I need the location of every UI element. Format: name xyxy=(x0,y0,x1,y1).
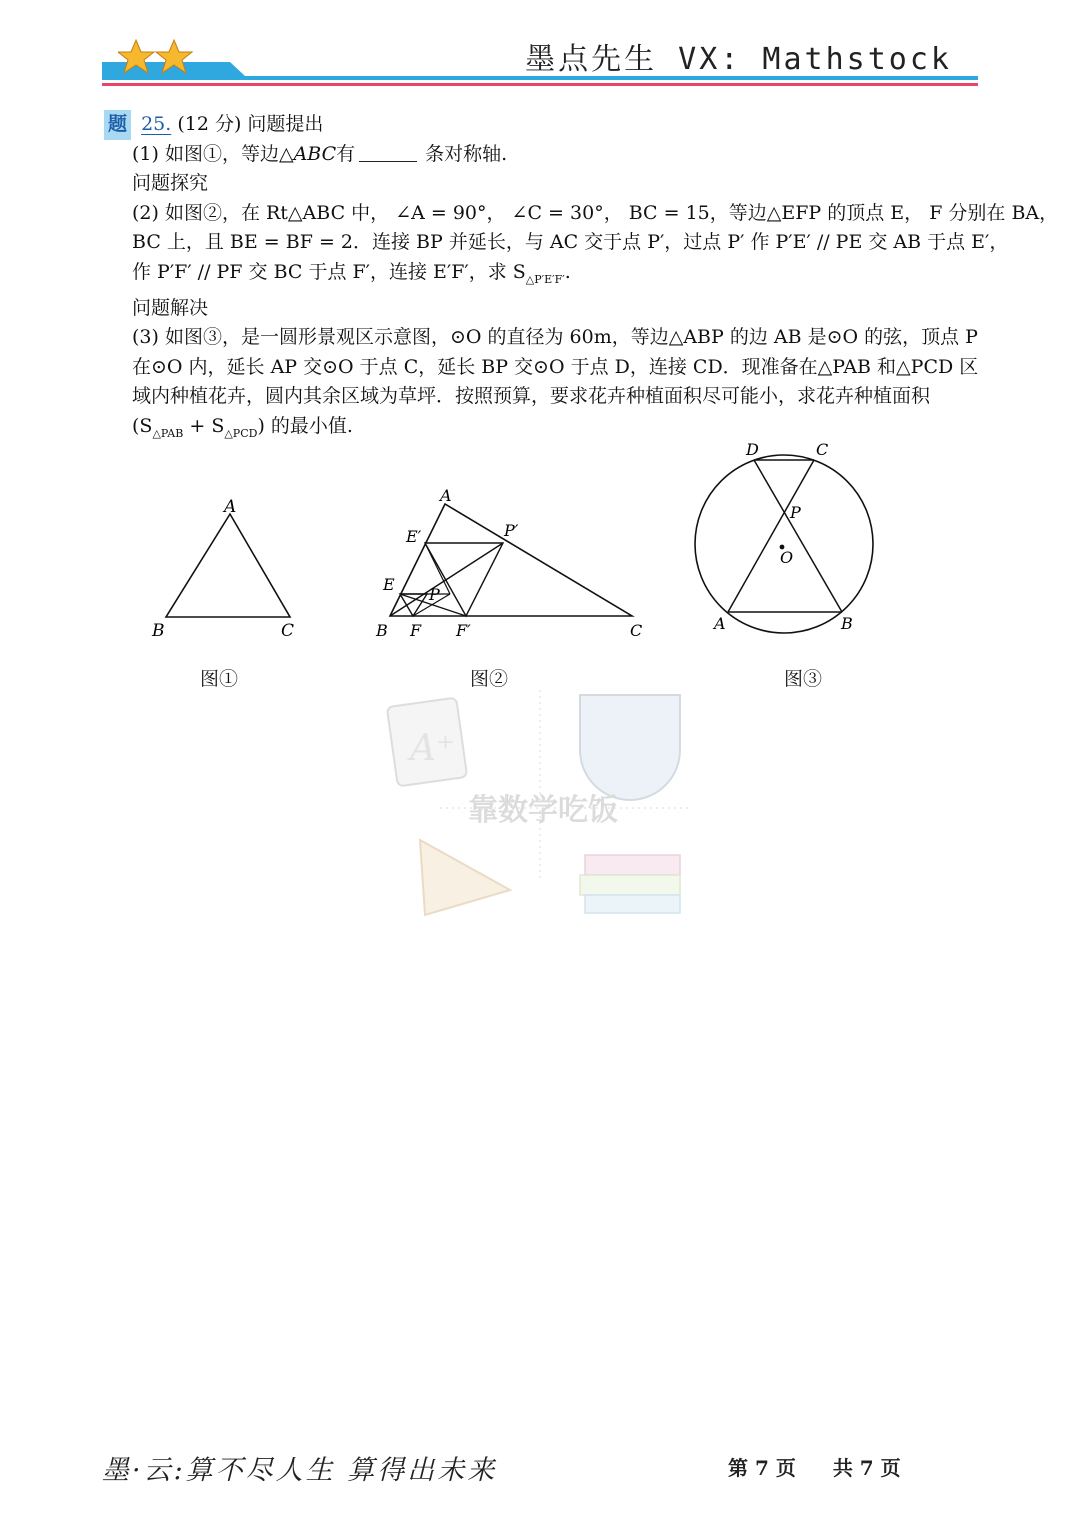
part-2-line-3 xyxy=(104,258,984,294)
part-3-line-1: (3) 如图③，是一圆形景观区示意图，⊙O 的直径为 60m，等边△ABP 的边 AB 是⊙O 的弦，顶点 P xyxy=(132,326,978,349)
question-number: 25. xyxy=(141,113,172,135)
part-3-line-2: 在⊙O 内，延长 AP 交⊙O 于点 C，延长 BP 交⊙O 于点 D，连接 CD．现准备在△PAB 和△PCD 区 xyxy=(132,355,979,378)
fig3-label-a: A xyxy=(714,614,726,633)
part-3-close: ) 的最小值. xyxy=(257,414,353,437)
stars-icon xyxy=(118,38,198,80)
part-2-line-2: BC 上，且 BE = BF = 2．连接 BP 并延长，与 AC 交于点 P′，过点 P′ 作 P′E′ // PE 交 AB 于点 E′， xyxy=(132,231,1009,253)
fig3-label-b: B xyxy=(841,614,853,633)
fig1-label-b: B xyxy=(152,621,165,641)
part-2-subscript: △P′E′F′ xyxy=(525,272,565,286)
fig2-label-e: E xyxy=(383,575,395,594)
figure-2-right-triangle xyxy=(370,484,660,654)
page-number: 第 7 页 xyxy=(728,1456,796,1480)
part-3-plus: + S xyxy=(183,414,225,437)
part-2-line-3-text: 作 P′F′ // PF 交 BC 于点 F′，连接 E′F′，求 S xyxy=(132,260,526,283)
fig1-label-c: C xyxy=(281,621,295,641)
question-body xyxy=(104,110,1059,448)
fig2-label-a: A xyxy=(440,486,452,505)
footer-motto: 墨·云:算不尽人生 算得出未来 xyxy=(102,1455,498,1486)
question-score: (12 分) xyxy=(177,113,242,135)
fig2-label-p: P xyxy=(429,585,440,604)
section-heading-1: 问题提出 xyxy=(247,113,324,135)
part-1 xyxy=(104,140,984,170)
part-2-line-3-end: . xyxy=(564,260,571,283)
part-2-line-1: (2) 如图②，在 Rt△ABC 中， ∠A = 90°， ∠C = 30°， BC = 15，等边△EFP 的顶点 E， F 分别在 BA， xyxy=(132,201,1059,224)
figure-1-equilateral-triangle xyxy=(140,490,320,650)
question-badge: 题 xyxy=(104,110,131,140)
part-3-subscript-1: △PAB xyxy=(152,426,184,440)
part-1-triangle: ABC xyxy=(293,142,337,165)
figure-1-caption: 图① xyxy=(200,668,239,690)
part-3-line-3: 域内种植花卉，圆内其余区域为草坪．按照预算，要求花卉种植面积尽可能小，求花卉种植面积 xyxy=(132,385,931,408)
fig2-label-p-prime: P′ xyxy=(504,521,519,540)
watermark-illustration xyxy=(380,690,700,930)
part-1-suffix: 条对称轴. xyxy=(425,142,508,165)
fig3-label-d: D xyxy=(746,440,759,459)
fig1-label-a: A xyxy=(224,497,237,517)
figure-3-caption: 图③ xyxy=(784,668,823,690)
page-header xyxy=(0,0,1080,100)
question-heading xyxy=(104,110,984,140)
fig3-label-p: P xyxy=(790,503,801,522)
fig2-label-b: B xyxy=(376,621,388,640)
watermark-text: 靠数学吃饭 xyxy=(468,793,618,828)
fig2-label-c: C xyxy=(630,621,643,640)
header-title: 墨点先生 VX: Mathstock xyxy=(525,42,952,77)
svg-text:A⁺: A⁺ xyxy=(410,728,455,769)
footer-pagination xyxy=(728,1452,931,1481)
part-1-mid: 有 xyxy=(336,142,356,165)
section-heading-3: 问题解决 xyxy=(132,296,209,319)
figure-2-caption: 图② xyxy=(470,668,509,690)
fig2-label-f: F xyxy=(410,621,422,640)
watermark xyxy=(380,690,700,934)
section-heading-2: 问题探究 xyxy=(132,172,209,194)
fig3-label-c: C xyxy=(816,440,829,459)
fig3-label-o: O xyxy=(780,548,794,567)
fig2-label-e-prime: E′ xyxy=(406,527,422,546)
part-3-open: (S xyxy=(132,414,153,437)
fig2-label-f-prime: F′ xyxy=(456,621,471,640)
part-3-subscript-2: △PCD xyxy=(224,426,258,440)
answer-blank[interactable] xyxy=(359,143,417,162)
figure-3-circle xyxy=(690,436,890,646)
part-1-prefix: (1) 如图①，等边△ xyxy=(132,142,294,165)
page-total: 共 7 页 xyxy=(832,1456,901,1480)
